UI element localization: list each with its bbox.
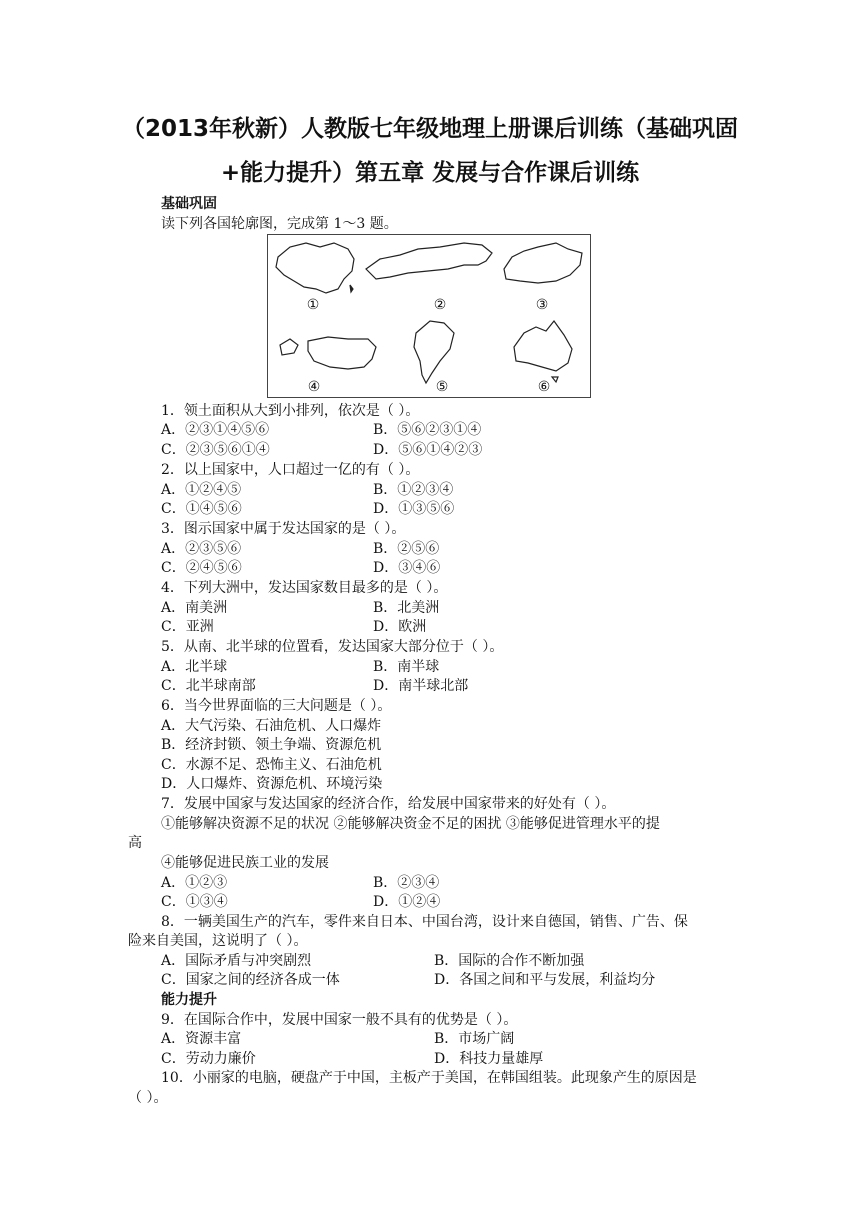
figure-label-6: ⑥	[537, 379, 551, 395]
q9-option-b: B．市场广阔	[434, 1031, 515, 1047]
question-3: 3．图示国家中属于发达国家的是（ ）。	[161, 521, 406, 537]
document-title-line-2: +能力提升）第五章 发展与合作课后训练	[220, 160, 640, 186]
country-outline-figure	[267, 234, 591, 398]
figure-label-5: ⑤	[435, 379, 449, 395]
q4-option-c: C．亚洲	[161, 619, 214, 635]
q6-option-d: D．人口爆炸、资源危机、环境污染	[161, 776, 383, 792]
question-4: 4．下列大洲中，发达国家数目最多的是（ ）。	[161, 580, 448, 596]
section-heading-ability: 能力提升	[161, 992, 217, 1008]
outline-australia	[514, 321, 572, 371]
question-10-cont: （ ）。	[128, 1090, 168, 1106]
q5-option-c: C．北半球南部	[161, 678, 256, 694]
q4-option-d: D．欧洲	[373, 619, 427, 635]
figure-label-4: ④	[307, 379, 321, 395]
q6-option-c: C．水源不足、恐怖主义、石油危机	[161, 757, 382, 773]
country-outlines	[268, 235, 592, 399]
q7-option-b: B．②③④	[373, 875, 440, 891]
question-1: 1．领土面积从大到小排列，依次是（ ）。	[161, 403, 420, 419]
q9-option-c: C．劳动力廉价	[161, 1051, 256, 1067]
q2-option-d: D．①③⑤⑥	[373, 501, 455, 517]
q5-option-a: A．北半球	[161, 659, 228, 675]
question-10: 10．小丽家的电脑，硬盘产于中国，主板产于美国，在韩国组装。此现象产生的原因是	[161, 1070, 697, 1086]
question-8: 8．一辆美国生产的汽车，零件来自日本、中国台湾，设计来自德国，销售、广告、保	[161, 914, 688, 930]
figure-label-2: ②	[433, 297, 447, 313]
q1-option-c: C．②③⑤⑥①④	[161, 442, 270, 458]
outline-china	[276, 243, 354, 293]
outline-canada	[504, 243, 582, 283]
figure-label-3: ③	[535, 297, 549, 313]
q8-option-c: C．国家之间的经济各成一体	[161, 972, 340, 988]
q3-option-c: C．②④⑤⑥	[161, 560, 242, 576]
q2-option-a: A．①②④⑤	[161, 482, 242, 498]
q9-option-d: D．科技力量雄厚	[434, 1051, 544, 1067]
question-2: 2．以上国家中，人口超过一亿的有（ ）。	[161, 462, 420, 478]
figure-intro-text: 读下列各国轮廓图，完成第 1～3 题。	[161, 216, 398, 232]
outline-usa-alaska	[280, 339, 298, 355]
q5-option-b: B．南半球	[373, 659, 440, 675]
q3-option-a: A．②③⑤⑥	[161, 541, 242, 557]
q8-option-d: D．各国之间和平与发展，利益均分	[434, 972, 656, 988]
outline-usa	[308, 337, 376, 369]
q7-statements-line-2: ④能够促进民族工业的发展	[161, 855, 329, 871]
question-5: 5．从南、北半球的位置看，发达国家大部分位于（ ）。	[161, 639, 504, 655]
q7-option-a: A．①②③	[161, 875, 228, 891]
q8-option-a: A．国际矛盾与冲突剧烈	[161, 953, 312, 969]
q9-option-a: A．资源丰富	[161, 1031, 242, 1047]
question-8-cont: 险来自美国，这说明了（ ）。	[128, 933, 308, 949]
q6-option-b: B．经济封锁、领土争端、资源危机	[161, 737, 382, 753]
outline-china-taiwan	[350, 285, 353, 292]
q2-option-b: B．①②③④	[373, 482, 454, 498]
q1-option-d: D．⑤⑥①④②③	[373, 442, 483, 458]
q2-option-c: C．①④⑤⑥	[161, 501, 242, 517]
question-9: 9．在国际合作中，发展中国家一般不具有的优势是（ ）。	[161, 1012, 518, 1028]
q4-option-a: A．南美洲	[161, 600, 228, 616]
q5-option-d: D．南半球北部	[373, 678, 469, 694]
outline-russia	[366, 243, 492, 279]
q7-statements-line-1: ①能够解决资源不足的状况 ②能够解决资金不足的困扰 ③能够促进管理水平的提	[161, 816, 660, 832]
q6-option-a: A．大气污染、石油危机、人口爆炸	[161, 718, 382, 734]
q4-option-b: B．北美洲	[373, 600, 440, 616]
outline-brazil	[414, 321, 454, 383]
q8-option-b: B．国际的合作不断加强	[434, 953, 585, 969]
q7-option-c: C．①③④	[161, 894, 228, 910]
q1-option-a: A．②③①④⑤⑥	[161, 422, 270, 438]
q1-option-b: B．⑤⑥②③①④	[373, 422, 482, 438]
question-6: 6．当今世界面临的三大问题是（ ）。	[161, 698, 392, 714]
question-7: 7．发展中国家与发达国家的经济合作，给发展中国家带来的好处有（ ）。	[161, 796, 616, 812]
document-title-line-1: （2013年秋新）人教版七年级地理上册课后训练（基础巩固	[121, 116, 738, 142]
figure-label-1: ①	[306, 297, 320, 313]
q7-option-d: D．①②④	[373, 894, 441, 910]
q7-statements-line-1-cont: 高	[128, 835, 142, 851]
section-heading-basic: 基础巩固	[161, 196, 217, 212]
q3-option-b: B．②⑤⑥	[373, 541, 440, 557]
q3-option-d: D．③④⑥	[373, 560, 441, 576]
